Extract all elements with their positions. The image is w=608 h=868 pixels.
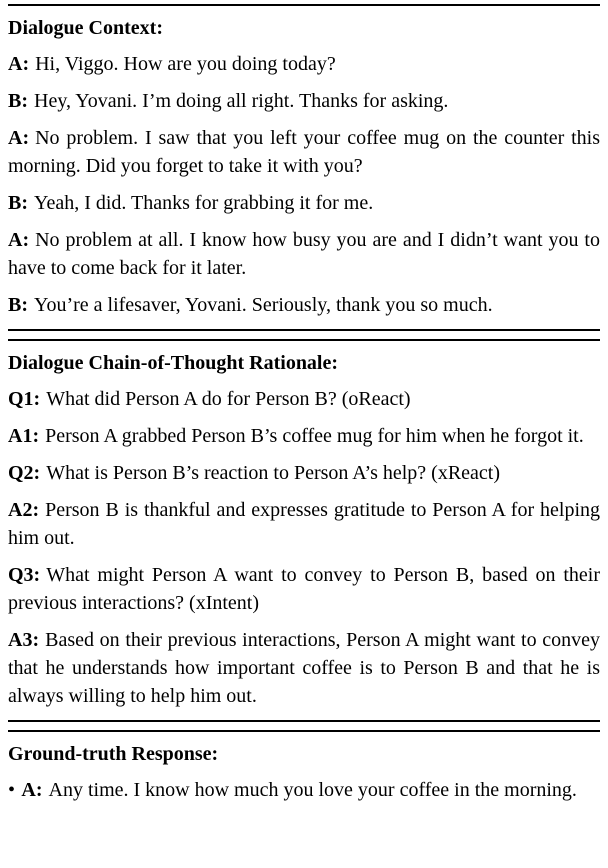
line-text: No problem at all. I know how busy you are and I didn’t want you to have to come back for it later. xyxy=(8,229,600,279)
rationale-line xyxy=(8,385,600,413)
line-text: Person A grabbed Person B’s coffee mug for him when he forgot it. xyxy=(45,425,584,447)
speaker-label: A3: xyxy=(8,629,40,651)
line-text: You’re a lifesaver, Yovani. Seriously, thank you so much. xyxy=(34,294,493,316)
speaker-label: Q3: xyxy=(8,564,41,586)
speaker-label: Q2: xyxy=(8,462,41,484)
line-text: Yeah, I did. Thanks for grabbing it for me. xyxy=(34,192,374,214)
speaker-label: A: xyxy=(8,229,30,251)
section-title: Dialogue Context: xyxy=(8,17,163,39)
line-text: Based on their previous interactions, Person A might want to convey that he understands how important coffee is to Person B and that he is always willing to help him out. xyxy=(8,629,600,707)
dialogue-line xyxy=(8,189,600,217)
rationale-line xyxy=(8,496,600,552)
section-title: Dialogue Chain-of-Thought Rationale: xyxy=(8,352,339,374)
speaker-label: A1: xyxy=(8,425,40,447)
speaker-label: A2: xyxy=(8,499,40,521)
rationale-line xyxy=(8,626,600,710)
speaker-label: B: xyxy=(8,192,28,214)
section-cot-rationale xyxy=(8,339,600,722)
dialogue-line xyxy=(8,50,600,78)
line-text: No problem. I saw that you left your coffee mug on the counter this morning. Did you forget to take it with you? xyxy=(8,127,600,177)
rationale-line xyxy=(8,459,600,487)
section-title: Ground-truth Response: xyxy=(8,743,219,765)
speaker-label: A: xyxy=(8,53,30,75)
dialogue-line xyxy=(8,124,600,180)
line-text: Person B is thankful and expresses gratitude to Person A for helping him out. xyxy=(8,499,600,549)
speaker-label: Q1: xyxy=(8,388,41,410)
speaker-label: B: xyxy=(8,294,28,316)
line-text: Hi, Viggo. How are you doing today? xyxy=(35,53,336,75)
bullet-icon: • xyxy=(8,779,16,801)
line-text: What might Person A want to convey to Person B, based on their previous interactions? (xIntent) xyxy=(8,564,600,614)
response-line xyxy=(8,776,600,804)
section-dialogue-context xyxy=(8,4,600,331)
speaker-label: B: xyxy=(8,90,28,112)
line-text: What did Person A do for Person B? (oReact) xyxy=(46,388,411,410)
speaker-label: A: xyxy=(8,127,30,149)
speaker-label: A: xyxy=(21,779,43,801)
line-text: What is Person B’s reaction to Person A’s help? (xReact) xyxy=(46,462,501,484)
dialogue-line xyxy=(8,226,600,282)
line-text: Any time. I know how much you love your coffee in the morning. xyxy=(48,779,577,801)
rationale-line xyxy=(8,561,600,617)
dialogue-line xyxy=(8,87,600,115)
dialogue-line xyxy=(8,291,600,319)
line-text: Hey, Yovani. I’m doing all right. Thanks for asking. xyxy=(34,90,449,112)
section-ground-truth-response xyxy=(8,730,600,814)
rationale-line xyxy=(8,422,600,450)
